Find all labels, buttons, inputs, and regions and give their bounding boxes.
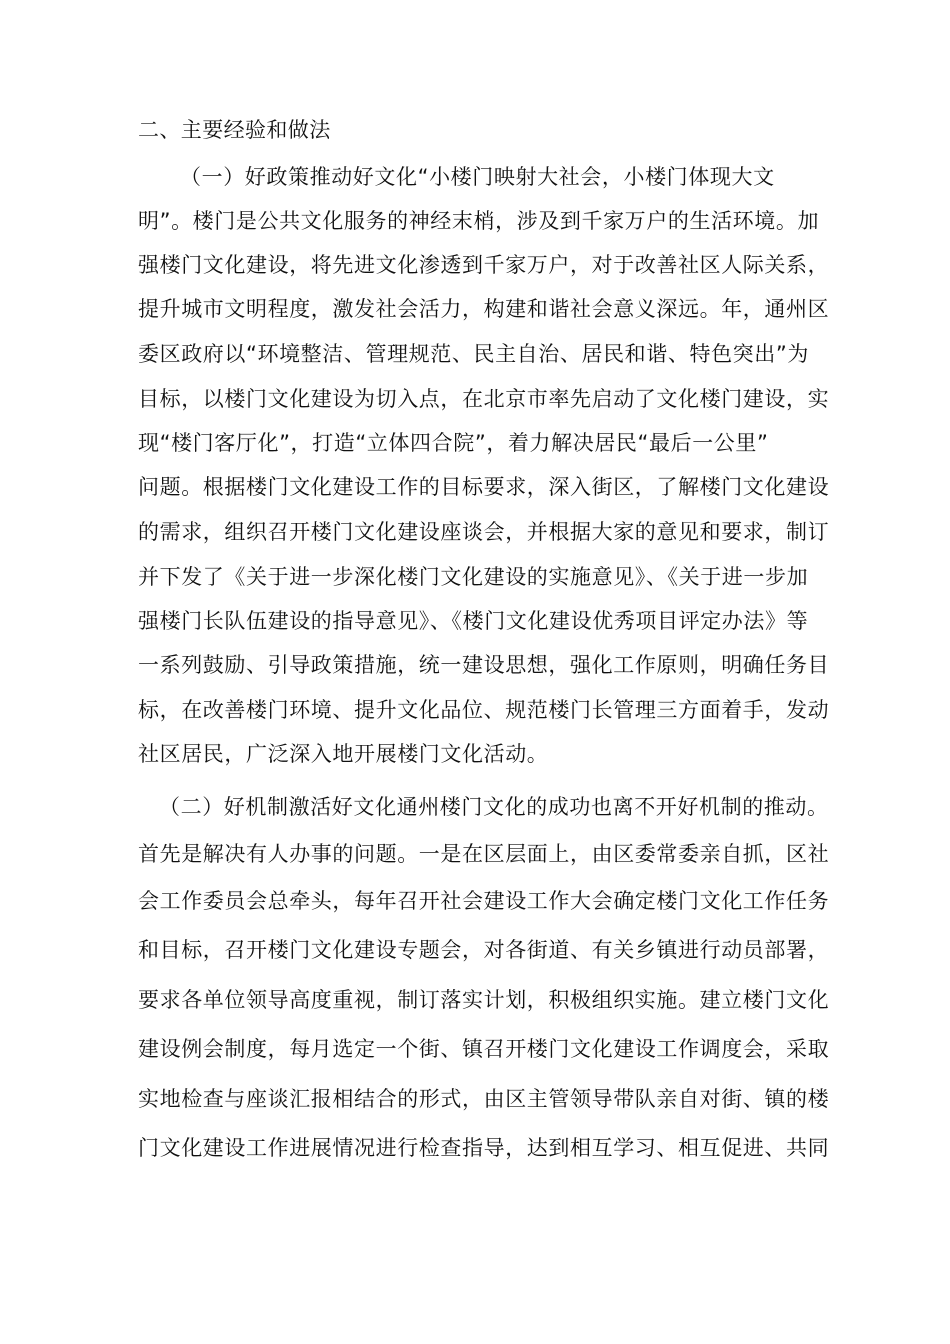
paragraph-2-line: 门文化建设工作进展情况进行检查指导，达到相互学习、相互促进、共同 (138, 1136, 830, 1160)
section-heading: 二、主要经验和做法 (138, 118, 331, 142)
paragraph-1-line: 委区政府以“环境整洁、管理规范、民主自治、居民和谐、特色突出”为 (138, 342, 809, 366)
paragraph-1-line: （一）好政策推动好文化“小楼门映射大社会，小楼门体现大文 (180, 165, 775, 189)
paragraph-2-line: 和目标，召开楼门文化建设专题会，对各街道、有关乡镇进行动员部署， (138, 938, 830, 962)
paragraph-1-line: 提升城市文明程度，激发社会活力，构建和谐社会意义深远。年，通州区 (138, 297, 830, 321)
paragraph-1-line: 的需求，组织召开楼门文化建设座谈会，并根据大家的意见和要求，制订 (138, 520, 830, 544)
paragraph-1-line: 现“楼门客厅化”，打造“立体四合院”，着力解决居民“最后一公里” (138, 431, 769, 455)
paragraph-1-line: 目标，以楼门文化建设为切入点，在北京市率先启动了文化楼门建设，实 (138, 387, 830, 411)
paragraph-2-line: 建设例会制度，每月选定一个街、镇召开楼门文化建设工作调度会，采取 (138, 1037, 830, 1061)
paragraph-1-line: 强楼门文化建设，将先进文化渗透到千家万户，对于改善社区人际关系， (138, 253, 830, 277)
paragraph-2-line: 首先是解决有人办事的问题。一是在区层面上，由区委常委亲自抓，区社 (138, 842, 830, 866)
paragraph-1-line: 明”。楼门是公共文化服务的神经末梢，涉及到千家万户的生活环境。加 (138, 209, 820, 233)
paragraph-1-line: 并下发了《关于进一步深化楼门文化建设的实施意见》、《关于进一步加 (138, 565, 809, 589)
paragraph-2-line: 实地检查与座谈汇报相结合的形式，由区主管领导带队亲自对街、镇的楼 (138, 1087, 830, 1111)
paragraph-2-line: 会工作委员会总牵头，每年召开社会建设工作大会确定楼门文化工作任务 (138, 889, 830, 913)
paragraph-2-line: （二）好机制激活好文化通州楼门文化的成功也离不开好机制的推动。 (159, 795, 829, 819)
paragraph-2-line: 要求各单位领导高度重视，制订落实计划，积极组织实施。建立楼门文化 (138, 988, 830, 1012)
paragraph-1-line: 标，在改善楼门环境、提升文化品位、规范楼门长管理三方面着手，发动 (138, 698, 830, 722)
paragraph-1-line: 一系列鼓励、引导政策措施，统一建设思想，强化工作原则，明确任务目 (138, 653, 830, 677)
paragraph-1-line: 社区居民，广泛深入地开展楼门文化活动。 (138, 742, 549, 766)
paragraph-1-line: 问题。根据楼门文化建设工作的目标要求，深入街区，了解楼门文化建设 (138, 475, 830, 499)
paragraph-1-line: 强楼门长队伍建设的指导意见》、《楼门文化建设优秀项目评定办法》等 (138, 609, 809, 633)
